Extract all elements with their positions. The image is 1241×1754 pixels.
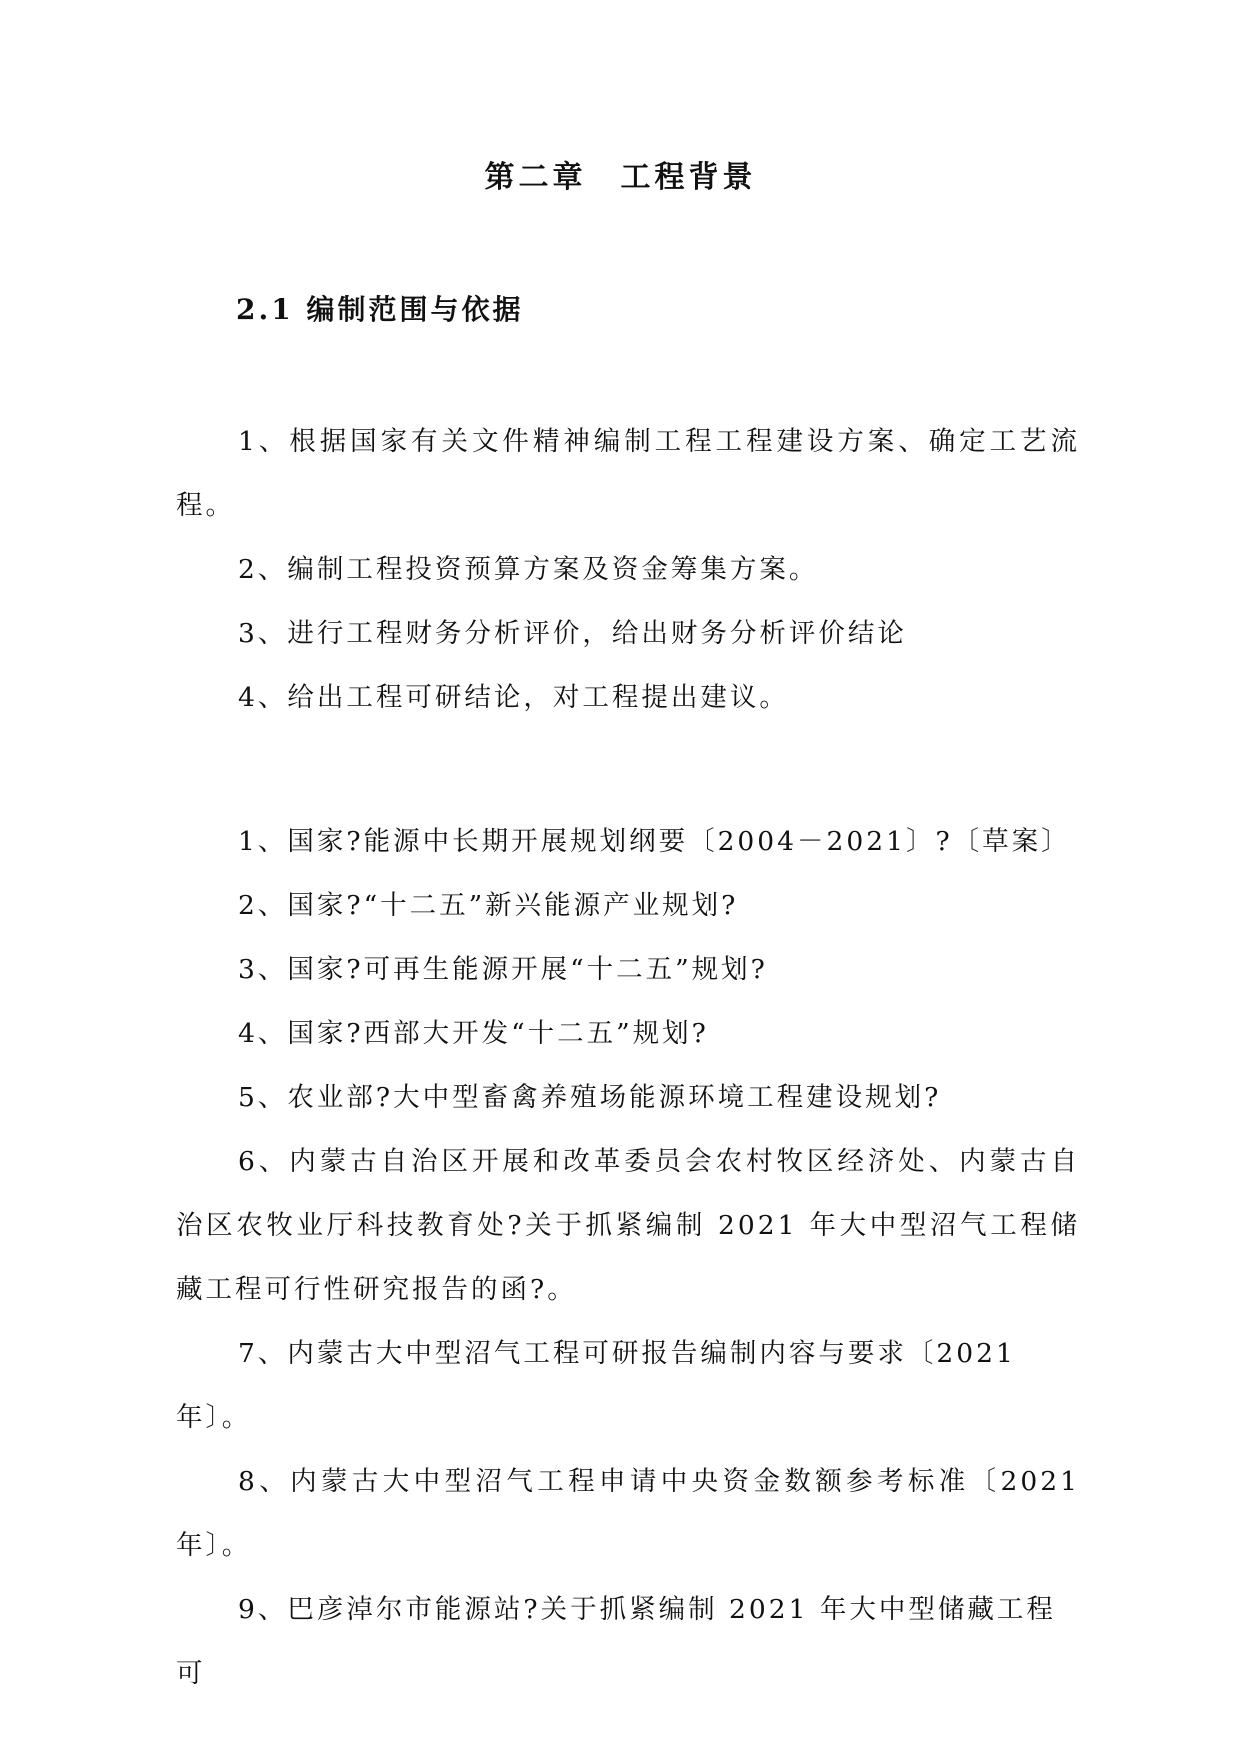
chapter-title: 第二章 工程背景: [484, 160, 757, 195]
scope-list: [176, 410, 1080, 730]
basis-item: 1、国家?能源中长期开展规划纲要〔2004－2021〕?〔草案〕: [238, 826, 1071, 857]
basis-item: 4、国家?西部大开发“十二五”规划?: [238, 1018, 709, 1049]
basis-list: [176, 810, 1080, 1706]
basis-item: 5、农业部?大中型畜禽养殖场能源环境工程建设规划?: [238, 1082, 942, 1113]
basis-item: 9、巴彦淖尔市能源站?关于抓紧编制 2021 年大中型储藏工程可: [176, 1594, 1056, 1689]
scope-item: 1、根据国家有关文件精神编制工程工程建设方案、确定工艺流程。: [176, 426, 1080, 521]
basis-item: 3、国家?可再生能源开展“十二五”规划?: [238, 954, 768, 985]
scope-item: 3、进行工程财务分析评价，给出财务分析评价结论: [238, 618, 907, 649]
scope-item: 2、编制工程投资预算方案及资金筹集方案。: [238, 554, 819, 585]
basis-item: 7、内蒙古大中型沼气工程可研报告编制内容与要求〔2021 年〕。: [176, 1338, 1016, 1433]
scope-item: 4、给出工程可研结论，对工程提出建议。: [238, 682, 789, 713]
section-title: 2.1 编制范围与依据: [236, 293, 524, 326]
basis-item: 2、国家?“十二五”新兴能源产业规划?: [238, 890, 739, 921]
basis-item: 6、内蒙古自治区开展和改革委员会农村牧区经济处、内蒙古自治区农牧业厅科技教育处?关于抓紧编制 2021 年大中型沼气工程储藏工程可行性研究报告的函?。: [176, 1146, 1080, 1305]
basis-item: 8、内蒙古大中型沼气工程申请中央资金数额参考标准〔2021 年〕。: [176, 1466, 1080, 1561]
